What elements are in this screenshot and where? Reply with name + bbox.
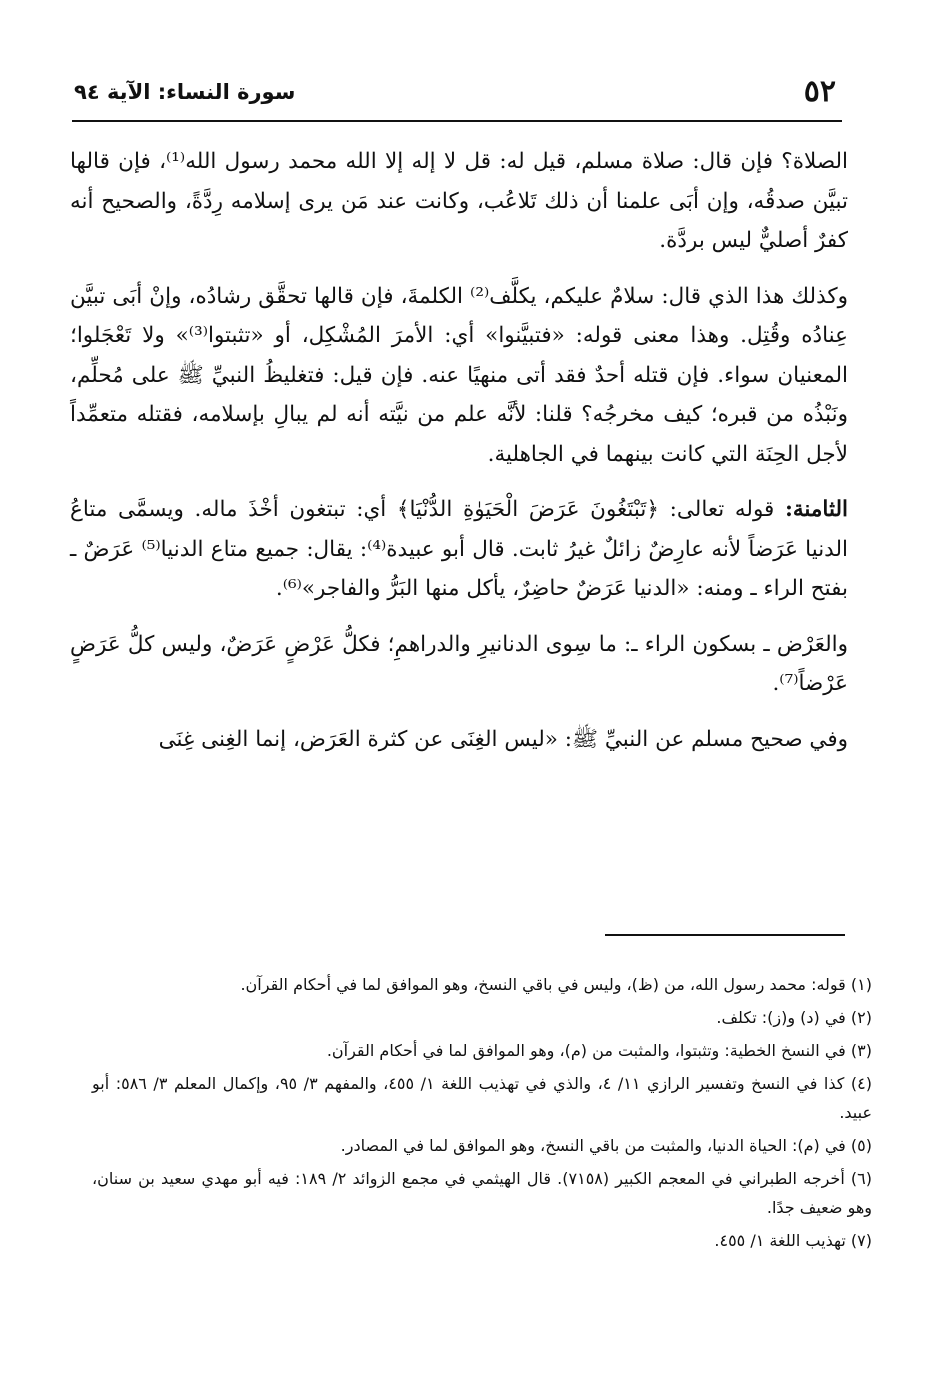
footnotes: [92, 970, 872, 1259]
footnote: (٢) في (د) و(ز): تكلف.: [716, 1008, 872, 1027]
footnote: (٣) في النسخ الخطية: وتثبتوا، والمثبت من (م)، وهو الموافق لما في أحكام القرآن.: [326, 1041, 872, 1060]
paragraph: والعَرْض ـ بسكون الراء ـ: ما سِوى الدنانيرِ والدراهمِ؛ فكلُّ عَرْضٍ عَرَضٌ، وليس كلُّ عَرَضٍ عَرْضاً⁽⁷⁾.: [70, 631, 848, 696]
paragraph-text: قوله تعالى: ﴿تَبْتَغُونَ عَرَضَ الْحَيَوٰةِ الدُّنْيَا﴾ أي: تبتغون أخْذَ ماله. ويسمَّى متاعُ الدنيا عَرَضاً لأنه عارِضٌ زائلٌ غيرُ ثابت. قال أبو عبيدة⁽⁴⁾: يقال: جميع متاع الدنيا⁽⁵⁾ عَرَضٌ ـ بفتح الراء ـ ومنه: «الدنيا عَرَضٌ حاضِرٌ، يأكل منها البَرُّ والفاجر»⁽⁶⁾.: [70, 497, 848, 601]
paragraph: [70, 490, 848, 609]
paragraph: وفي صحيح مسلم عن النبيِّ ﷺ: «ليس الغِنَى عن كثرة العَرَض، إنما الغِنى غِنَى: [158, 726, 848, 752]
footnote: (٦) أخرجه الطبراني في المعجم الكبير (٧١٥٨). قال الهيثمي في مجمع الزوائد ٢/ ١٨٩: فيه أبو مهدي سعيد بن سنان، وهو ضعيف جدًا.: [92, 1169, 873, 1217]
main-text: [70, 142, 848, 759]
section-lead: الثامنة:: [784, 497, 848, 522]
footnote: (١) قوله: محمد رسول الله، من (ظ)، وليس في باقي النسخ، وهو الموافق لما في أحكام القرآن.: [240, 975, 872, 994]
footnote: (٥) في (م): الحياة الدنيا، والمثبت من باقي النسخ، وهو الموافق لما في المصادر.: [340, 1136, 872, 1155]
paragraph: الصلاة؟ فإن قال: صلاة مسلم، قيل له: قل لا إله إلا الله محمد رسول الله⁽¹⁾، فإن قالها تبيَّن صدقُه، وإن أبَى علمنا أن ذلك تَلاعُب، وكانت عند مَن يرى إسلامه رِدَّةً، والصحيح أنه كفرٌ أصليٌّ ليس بردَّة.: [70, 149, 848, 253]
running-title: سورة النساء: الآية ٩٤: [74, 80, 296, 104]
footnote-divider: [605, 934, 845, 936]
paragraph: وكذلك هذا الذي قال: سلامٌ عليكم، يكلَّف⁽²⁾ الكلمةَ، فإن قالها تحقَّق رشادُه، وإنْ أبَى تبيَّن عِنادُه وقُتِل. وهذا معنى قوله: «فتبيَّنوا» أي: الأمرَ المُشْكِل، أو «تثبتوا⁽³⁾» ولا تَعْجَلوا؛ المعنيان سواء. فإن قتله أحدٌ فقد أتى منهيًا عنه. فإن قيل: فتغليظُ النبيِّ ﷺ على مُحلِّم، ونَبْذُه من قبره؛ كيف مخرجُه؟ قلنا: لأنَّه علم من نيَّته أنه لم يبالِ بإسلامه، فقتله متعمِّداً لأجل الحِنَة التي كانت بينهما في الجاهلية.: [70, 283, 849, 467]
page-header: [72, 70, 842, 120]
footnote: (٧) تهذيب اللغة ١/ ٤٥٥.: [714, 1231, 872, 1250]
header-divider: [72, 120, 842, 122]
page-number: ٥٢: [803, 74, 836, 109]
footnote: (٤) كذا في النسخ وتفسير الرازي ١١/ ٤، والذي في تهذيب اللغة ١/ ٤٥٥، والمفهم ٣/ ٩٥، وإكمال المعلم ٣/ ٥٨٦: أبو عبيد.: [92, 1074, 873, 1122]
